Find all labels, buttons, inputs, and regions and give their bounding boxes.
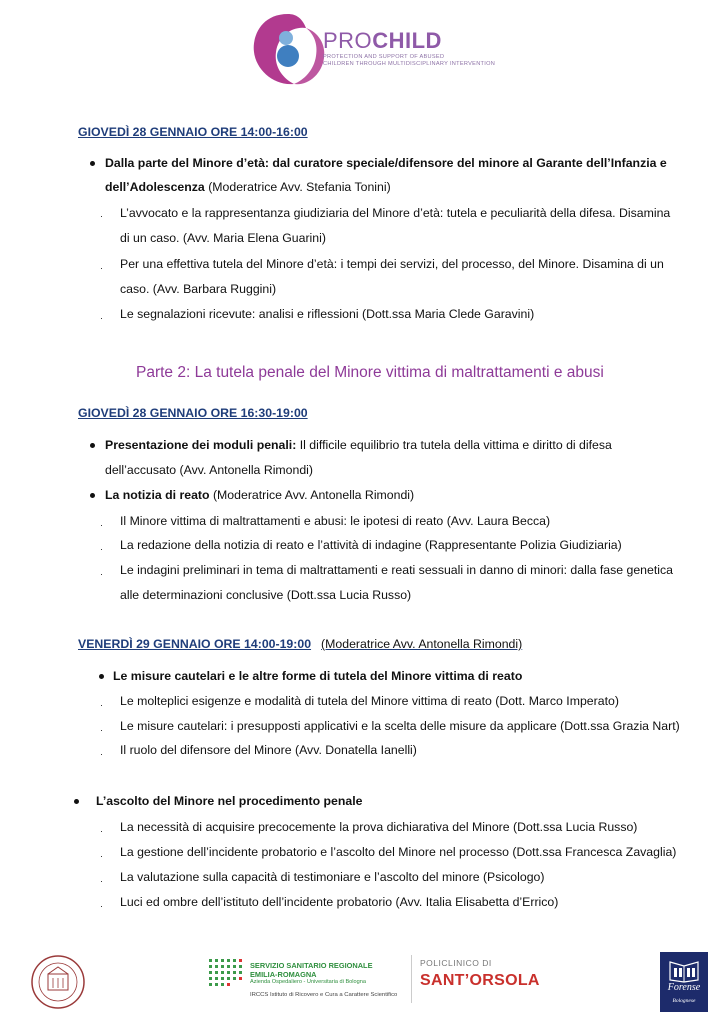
talk-1b: di un caso. (Avv. Maria Elena Guarini) (120, 231, 326, 245)
sub-bullet: · (100, 211, 103, 221)
policlinico-logo (420, 958, 540, 998)
topic-2-2 (105, 488, 414, 502)
sub-bullet: · (100, 826, 103, 836)
forense-line-1: Forense (667, 982, 701, 993)
sub-bullet: · (100, 263, 103, 273)
bullet (90, 443, 95, 448)
topic-title-1a: Dalla parte del Minore d’età: dal curatore speciale/difensore del minore al Garante dell’Infanzia e (105, 156, 667, 170)
brand-tagline (323, 54, 495, 68)
forense-line-2: Bolognese (672, 998, 696, 1004)
talk-2-3b: alle determinazioni conclusive (Dott.ssa Lucia Russo) (120, 588, 412, 602)
sub-bullet: · (100, 520, 103, 530)
footer-divider (411, 955, 412, 1003)
bullet (74, 799, 79, 804)
topic-2-1-bold: Presentazione dei moduli penali: (105, 438, 297, 452)
policlinico-line-2: SANT’ORSOLA (420, 972, 540, 989)
brand-child: CHILD (372, 28, 442, 53)
topic-title-1b (105, 180, 391, 194)
university-seal-icon (30, 954, 86, 1010)
talk-4-1: La necessità di acquisire precocemente la prova dichiarativa del Minore (Dott.ssa Lucia Russo) (120, 820, 638, 834)
topic-2-2-rest: (Moderatrice Avv. Antonella Rimondi) (209, 488, 415, 502)
talk-3: Le segnalazioni ricevute: analisi e riflessioni (Dott.ssa Maria Clede Garavini) (120, 307, 535, 321)
tagline-line-1: PROTECTION AND SUPPORT OF ABUSED (323, 54, 445, 60)
policlinico-line-1: POLICLINICO DI (420, 958, 492, 968)
session-heading-1: GIOVEDÌ 28 GENNAIO ORE 14:00-16:00 (78, 125, 308, 139)
sub-bullet: · (100, 725, 103, 735)
talk-4-2: La gestione dell’incidente probatorio e l’ascolto del Minore nel processo (Dott.ssa Francesca Zavaglia) (120, 845, 677, 859)
bullet (99, 674, 104, 679)
sub-bullet: · (100, 901, 103, 911)
talk-2-1: Il Minore vittima di maltrattamenti e abusi: le ipotesi di reato (Avv. Laura Becca) (120, 514, 551, 528)
session-heading-3-date: VENERDÌ 29 GENNAIO ORE 14:00-19:00 (78, 637, 312, 651)
talk-2-3a: Le indagini preliminari in tema di maltrattamenti e reati sessuali in danno di minori: dalla fase genetica (120, 563, 673, 577)
topic-4-1: L’ascolto del Minore nel procedimento penale (96, 794, 363, 808)
session-heading-2: GIOVEDÌ 28 GENNAIO ORE 16:30-19:00 (78, 406, 308, 420)
sub-bullet: · (100, 749, 103, 759)
ssr-line-1: SERVIZIO SANITARIO REGIONALE (250, 961, 373, 970)
part-heading: Parte 2: La tutela penale del Minore vittima di maltrattamenti e abusi (136, 364, 604, 381)
talk-2b: caso. (Avv. Barbara Ruggini) (120, 282, 277, 296)
topic-2-1 (105, 438, 612, 452)
session-moderator-3: (Moderatrice Avv. Antonella Rimondi) (321, 637, 523, 651)
talk-2-2: La redazione della notizia di reato e l’attività di indagine (Rappresentante Polizia Giudiziaria) (120, 538, 622, 552)
talk-3-1: Le molteplici esigenze e modalità di tutela del Minore vittima di reato (Dott. Marco Imperato) (120, 694, 619, 708)
topic-moderator-1: (Moderatrice Avv. Stefania Tonini) (204, 180, 391, 194)
talk-3-3: Il ruolo del difensore del Minore (Avv. Donatella Ianelli) (120, 743, 417, 757)
talk-3-2: Le misure cautelari: i presupposti applicativi e la scelta delle misure da applicare (Dott.ssa Grazia Nart) (120, 719, 680, 733)
brand-pro: PRO (323, 28, 373, 53)
talk-2a: Per una effettiva tutela del Minore d’età: i tempi dei servizi, del processo, del Minore. Disamina di un (120, 257, 664, 271)
topic-2-1-rest: Il difficile equilibrio tra tutela della vittima e diritto di difesa (296, 438, 612, 452)
bullet (90, 161, 95, 166)
ssr-line-3: Azienda Ospedaliero - Universitaria di Bologna (250, 979, 366, 985)
fondazione-forense-logo (660, 952, 708, 1012)
topic-title-1b-bold: dell’Adolescenza (105, 180, 205, 194)
brand-name (323, 28, 442, 54)
topic-3-1: Le misure cautelari e le altre forme di tutela del Minore vittima di reato (113, 669, 523, 683)
sub-bullet: · (100, 876, 103, 886)
sub-bullet: · (100, 700, 103, 710)
sub-bullet: · (100, 851, 103, 861)
talk-1a: L’avvocato e la rappresentanza giudiziaria del Minore d’età: tutela e peculiarità della difesa. Disamina (120, 206, 671, 220)
ssr-grid-icon (207, 957, 247, 993)
ssr-emilia-romagna-logo (205, 955, 405, 1005)
bullet (90, 493, 95, 498)
ssr-line-2: EMILIA-ROMAGNA (250, 970, 317, 979)
talk-4-4: Luci ed ombre dell’istituto dell’incidente probatorio (Avv. Italia Elisabetta d’Errico) (120, 895, 559, 909)
prochild-logo (248, 8, 518, 90)
book-icon (660, 954, 708, 984)
sub-bullet: · (100, 313, 103, 323)
sub-bullet: · (100, 544, 103, 554)
topic-2-2-bold: La notizia di reato (105, 488, 210, 502)
sub-bullet: · (100, 569, 103, 579)
tagline-line-2: CHILDREN THROUGH MULTIDISCIPLINARY INTERVENTION (323, 61, 496, 67)
session-heading-3 (78, 637, 522, 651)
ssr-line-4: IRCCS Istituto di Ricovero e Cura a Carattere Scientifico (250, 992, 398, 998)
talk-4-3: La valutazione sulla capacità di testimoniare e l’ascolto del minore (Psicologo) (120, 870, 545, 884)
topic-2-1-cont: dell’accusato (Avv. Antonella Rimondi) (105, 463, 314, 477)
prochild-emblem-icon (248, 8, 328, 90)
